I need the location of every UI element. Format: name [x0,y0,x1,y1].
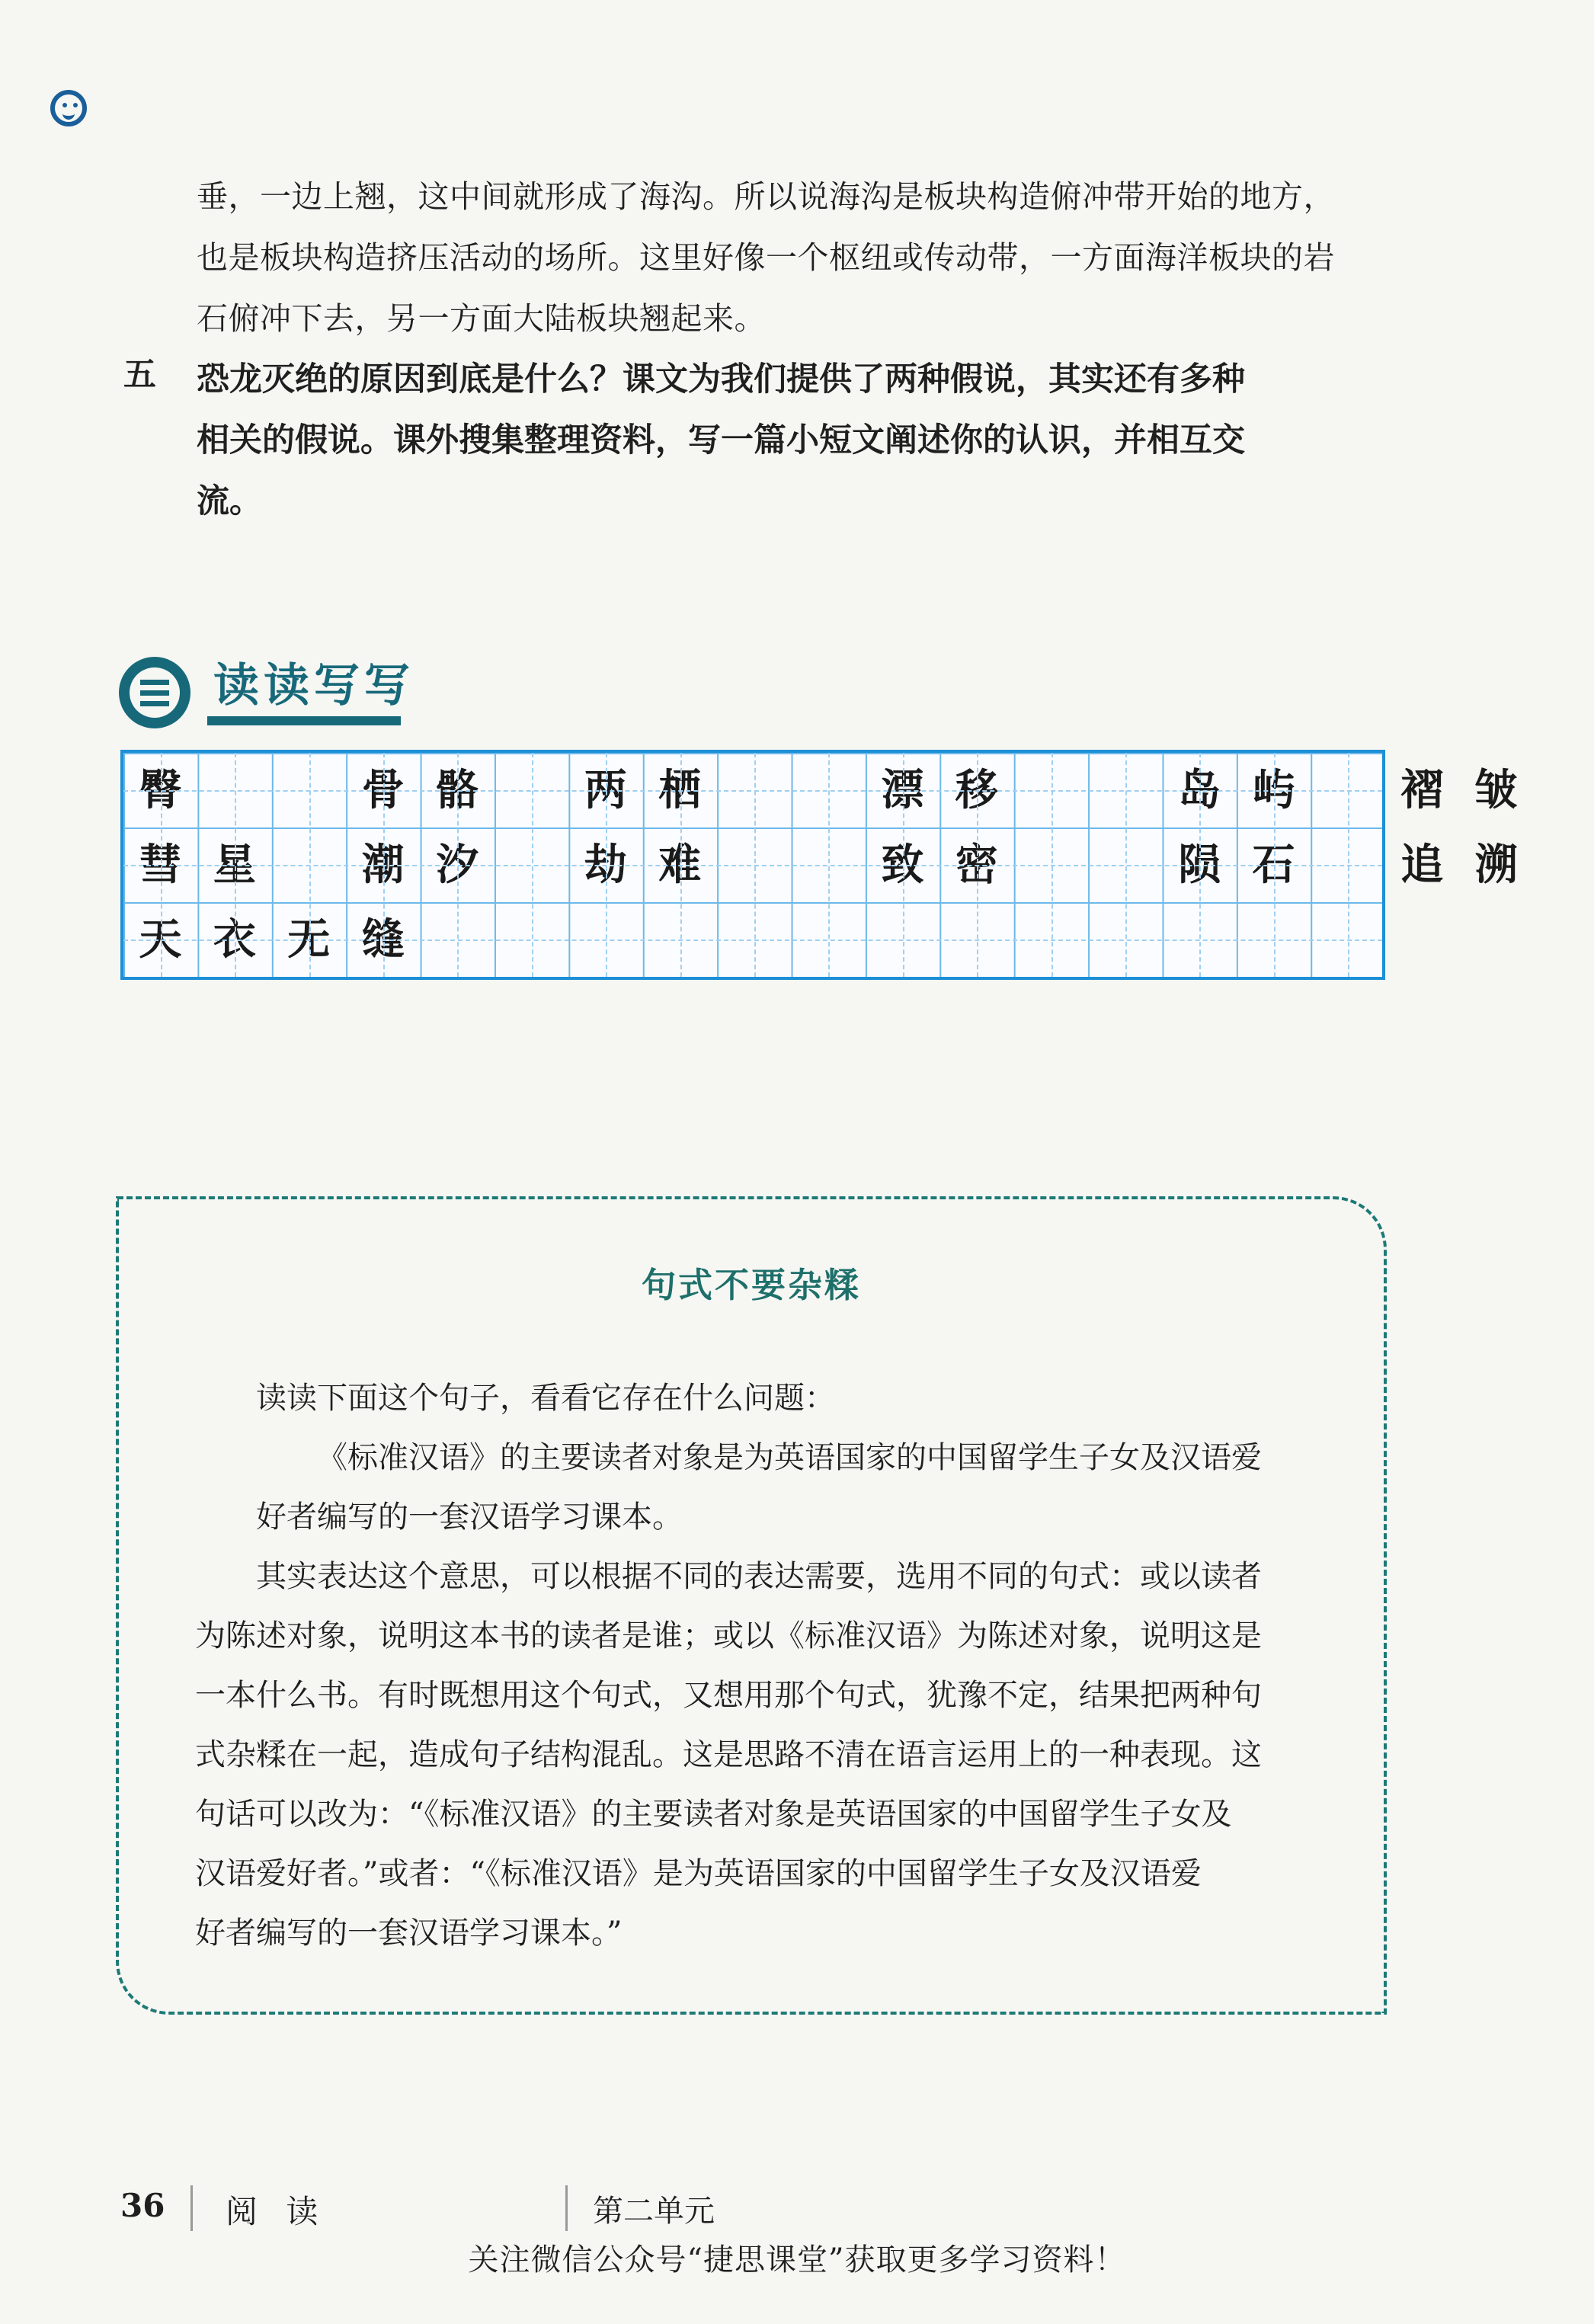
grid-character: 潮 [361,840,405,890]
grid-character: 密 [955,840,998,890]
section-three-icon [119,657,190,728]
footer-section-name: 阅 读 [226,2193,328,2230]
grid-guide-line [123,940,1382,941]
grid-character: 屿 [1252,765,1295,815]
body-line: 也是板块构造挤压活动的场所。这里好像一个枢纽或传动带，一方面海洋板块的岩 [197,239,1335,276]
body-line: 一本什么书。有时既想用这个句式，又想用那个句式，犹豫不定，结果把两种句 [195,1678,1262,1713]
body-line: 好者编写的一套汉语学习课本。” [195,1916,623,1951]
section-underline [207,716,401,725]
grid-character: 漂 [881,765,924,815]
grid-character: 天 [139,914,182,965]
question-line: 流。 [197,482,262,520]
tip-box-title: 句式不要杂糅 [641,1265,861,1305]
grid-character: 两 [584,765,627,815]
example-line: 好者编写的一套汉语学习课本。 [256,1500,683,1535]
vocabulary-grid [120,750,1518,980]
body-line: 垂，一边上翘，这中间就形成了海沟。所以说海沟是板块构造俯冲带开始的地方， [197,178,1335,215]
wechat-note: 关注微信公众号“捷思课堂”获取更多学习资料！ [468,2242,1126,2278]
grid-character: 褶 [1400,765,1444,815]
grid-character: 陨 [1178,840,1221,890]
body-line: 式杂糅在一起，造成句子结构混乱。这是思路不清在语言运用上的一种表现。这 [195,1737,1262,1772]
page-number: 36 [120,2187,165,2224]
grid-character: 星 [213,840,256,890]
body-line: 其实表达这个意思，可以根据不同的表达需要，选用不同的句式：或以读者 [256,1559,1262,1594]
footer-unit-name: 第二单元 [593,2194,715,2229]
grid-character: 石 [1252,840,1295,890]
grid-character: 难 [658,840,702,890]
grid-character: 骨 [361,765,405,815]
grid-character: 移 [955,765,998,815]
body-line: 石俯冲下去，另一方面大陆板块翘起来。 [197,300,766,337]
grid-character: 骼 [436,765,479,815]
grid-character: 无 [287,914,331,965]
section-title: 读读写写 [213,659,415,712]
grid-character: 追 [1400,840,1444,890]
question-number: 五 [123,356,156,394]
question-line: 相关的假说。课外搜集整理资料，写一篇小短文阐述你的认识，并相互交 [197,421,1245,459]
footer-divider [190,2185,193,2231]
example-line: 《标准汉语》的主要读者对象是为英语国家的中国留学生子女及汉语爱 [317,1440,1262,1475]
grid-character: 衣 [213,914,256,965]
question-line: 恐龙灭绝的原因到底是什么？课文为我们提供了两种假说，其实还有多种 [197,360,1245,399]
question-five [197,349,1385,532]
tip-box-body [195,1547,1353,1963]
grid-character: 溯 [1474,840,1518,890]
grid-character: 劫 [584,840,627,890]
grid-guide-line [123,865,1382,866]
grid-character: 汐 [436,840,479,890]
grid-character: 彗 [139,840,182,890]
tip-box-intro [195,1368,1353,1547]
grid-character: 缝 [361,914,405,965]
grid-character: 臀 [139,765,182,815]
grid-guide-line [123,790,1382,792]
continuation-paragraph [197,166,1385,349]
grid-character: 皱 [1474,765,1518,815]
body-line: 汉语爱好者。”或者：“《标准汉语》是为英语国家的中国留学生子女及汉语爱 [195,1856,1202,1891]
smiley-icon [50,90,87,126]
grid-character: 岛 [1178,765,1221,815]
body-line: 为陈述对象，说明这本书的读者是谁；或以《标准汉语》为陈述对象，说明这是 [195,1618,1262,1653]
intro-line: 读读下面这个句子，看看它存在什么问题： [256,1381,835,1416]
body-line: 句话可以改为：“《标准汉语》的主要读者对象是英语国家的中国留学生子女及 [195,1797,1232,1832]
footer-divider [565,2185,568,2231]
grid-character: 栖 [658,765,702,815]
grid-character: 致 [881,840,924,890]
